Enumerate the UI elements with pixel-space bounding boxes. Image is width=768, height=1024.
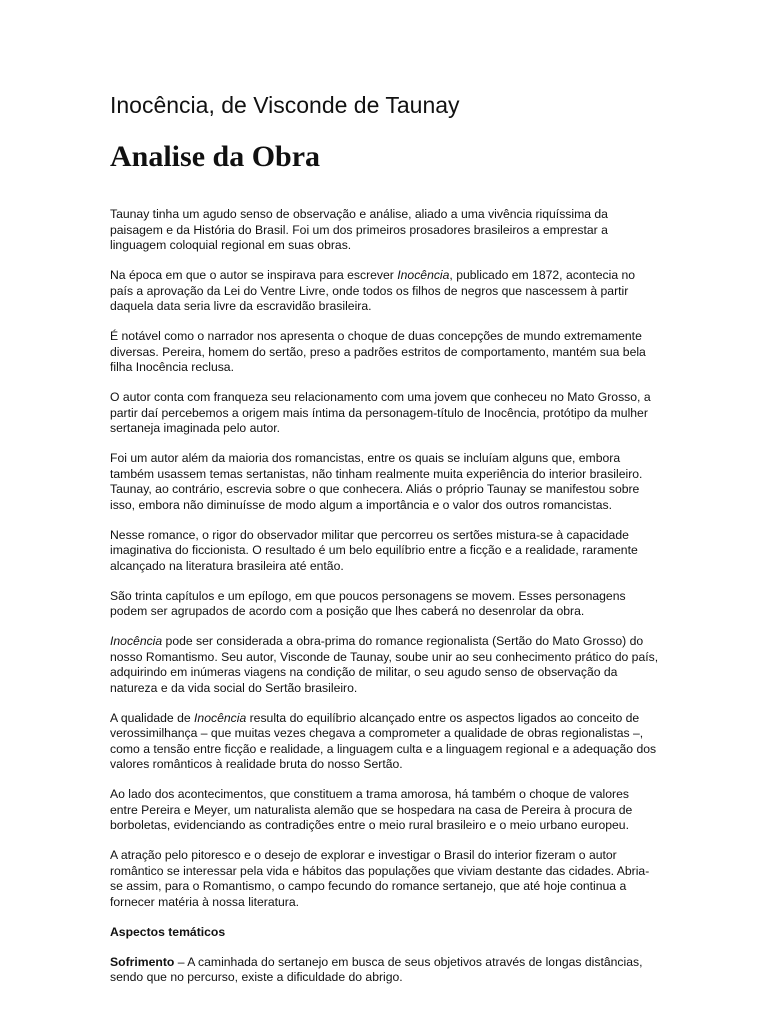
paragraph-3	[110, 329, 660, 376]
paragraph-10	[110, 787, 660, 834]
paragraph-text: resulta do equilíbrio alcançado entre os aspectos ligados ao conceito de verossimilhança – que muitas vezes chegava a comprometer a qualidade de obras regionalistas –, como a tensão entre ficção e realidade, a linguagem culta e a linguagem regional e a adequação dos valores românticos à realidade bruta do nosso Sertão.	[110, 710, 657, 771]
paragraph-text: Na época em que o autor se inspirava para escrever	[110, 268, 398, 282]
book-title-italic: Inocência	[194, 710, 247, 725]
paragraph-text: São trinta capítulos e um epílogo, em que poucos personagens se movem. Esses personagens podem ser agrupados de acordo com a posição que lhes caberá no desenrolar da obra.	[110, 588, 626, 618]
paragraph-1	[110, 207, 660, 254]
document-title: Inocência, de Visconde de Taunay	[110, 92, 460, 118]
section-title: Aspectos temáticos	[110, 924, 226, 939]
paragraph-9	[110, 711, 660, 773]
document-heading: Analise da Obra	[110, 140, 321, 173]
paragraph-text: Ao lado dos acontecimentos, que constituem a trama amorosa, há também o choque de valores entre Pereira e Meyer, um naturalista alemão que se hospedara na casa de Pereira à procura de borboletas, evidenciando as contradições entre o meio rural brasileiro e o meio urbano europeu.	[110, 787, 633, 832]
paragraph-11	[110, 848, 660, 910]
paragraph-text: Nesse romance, o rigor do observador militar que percorreu os sertões mistura-se à capacidade imaginativa do ficcionista. O resultado é um belo equilíbrio entre a ficção e a realidade, raramente alcançado na literatura brasileira até então.	[110, 527, 638, 573]
paragraph-8	[110, 634, 660, 696]
paragraph-text: pode ser considerada a obra-prima do romance regionalista (Sertão do Mato Grosso) do nosso Romantismo. Seu autor, Visconde de Taunay, soube unir ao seu conhecimento prático do país, adquirindo em inúmeras viagens na condição de militar, o seu agudo senso de observação da natureza e da vida social do Sertão brasileiro.	[110, 634, 659, 695]
theme-term: Sofrimento	[110, 954, 175, 969]
paragraph-text: Foi um autor além da maioria dos romancistas, entre os quais se incluíam alguns que, embora também usassem temas sertanistas, não tinham realmente muita experiência do interior brasileiro. Taunay, ao contrário, escrevia sobre o que conhecera. Aliás o próprio Taunay se manifestou sobre isso, embora não diminuísse de modo algum a importância e o valor dos outros romancistas.	[110, 451, 643, 512]
paragraph-text: – A caminhada do sertanejo em busca de seus objetivos através de longas distâncias, sendo que no percurso, existe a dificuldade do abrigo.	[110, 954, 643, 984]
paragraph-text: Taunay tinha um agudo senso de observação e análise, aliado a uma vivência riquíssima da paisagem e da História do Brasil. Foi um dos primeiros prosadores brasileiros a emprestar a linguagem coloquial regional em suas obras.	[110, 207, 608, 252]
book-title-italic: Inocência	[397, 268, 450, 282]
paragraph-text: O autor conta com franqueza seu relacionamento com uma jovem que conheceu no Mato Grosso, a partir daí percebemos a origem mais íntima da personagem-título de Inocência, protótipo da mulher sertaneja imaginada pelo autor.	[110, 390, 651, 435]
paragraph-text: É notável como o narrador nos apresenta o choque de duas concepções de mundo extremamente diversas. Pereira, homem do sertão, preso a padrões estritos de comportamento, mantém sua bela filha Inocência reclusa.	[110, 329, 646, 374]
paragraph-sofrimento	[110, 955, 660, 986]
paragraph-text: A qualidade de	[110, 710, 195, 725]
paragraph-text: A atração pelo pitoresco e o desejo de explorar e investigar o Brasil do interior fizeram o autor romântico se interessar pela vida e hábitos das populações que viviam destante das cidades. Abria-se assim, para o Romantismo, o campo fecundo do romance sertanejo, que até hoje continua a fornecer matéria à nossa literatura.	[110, 848, 650, 909]
paragraph-6	[110, 528, 660, 575]
paragraph-4	[110, 390, 660, 437]
paragraph-2	[110, 268, 660, 315]
book-title-italic: Inocência	[110, 634, 163, 648]
paragraph-5	[110, 451, 660, 513]
paragraph-text: , publicado em 1872, acontecia no país a aprovação da Lei do Ventre Livre, onde todos os filhos de negros que nascessem à partir daquela data seria livre da escravidão brasileira.	[110, 268, 636, 313]
paragraph-7	[110, 589, 660, 620]
